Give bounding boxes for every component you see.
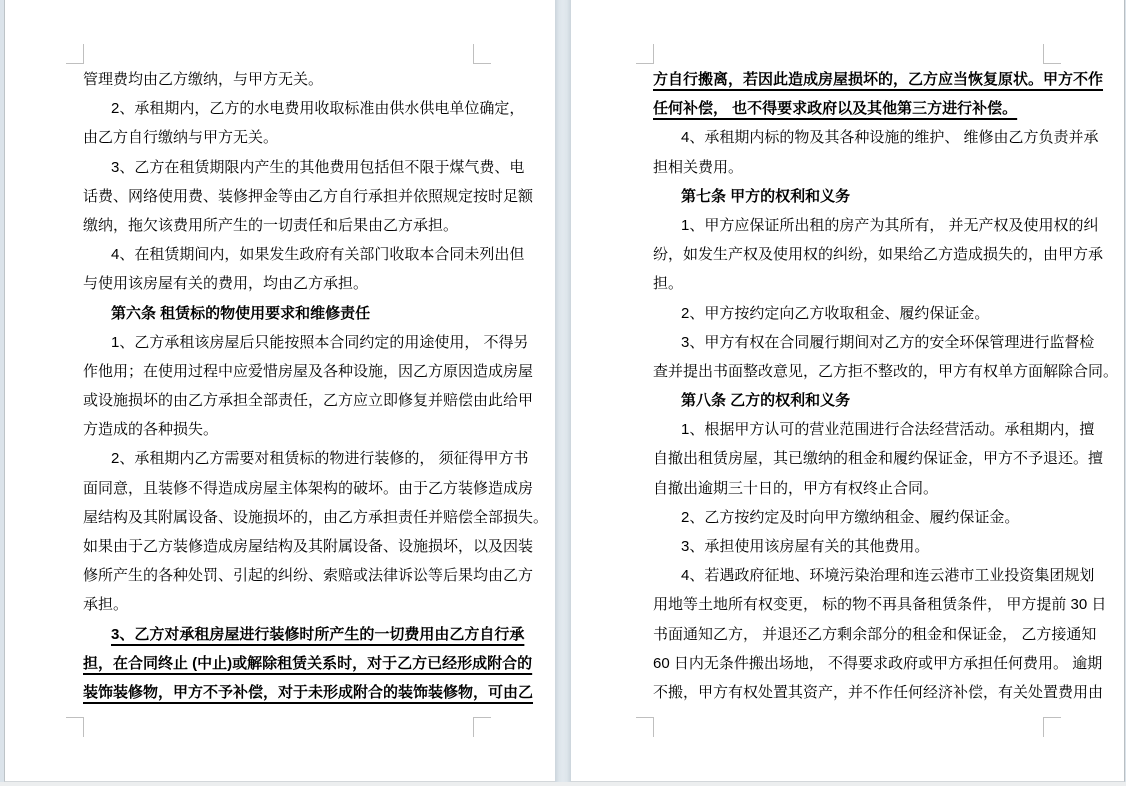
text-line[interactable]: 第七条 甲方的权利和义务 (681, 187, 851, 205)
margin-mark-top-left (636, 44, 654, 64)
page-right-text-area[interactable] (653, 65, 1119, 707)
text-line[interactable]: 第八条 乙方的权利和义务 (681, 392, 851, 410)
text-line[interactable]: 承担。 (83, 596, 129, 614)
text-line[interactable]: 4、承租期内标的物及其各种设施的维护、 维修由乙方负责并承 (681, 129, 1099, 147)
text-line[interactable]: 4、在租赁期间内，如果发生政府有关部门收取本合同未列出但 (111, 246, 525, 264)
page-gap (555, 0, 571, 786)
text-line[interactable]: 与使用该房屋有关的费用，均由乙方承担。 (83, 275, 369, 293)
text-line[interactable]: 方造成的各种损失。 (83, 421, 219, 439)
canvas-bottom-strip (0, 782, 1126, 786)
text-line[interactable]: 缴纳，拖欠该费用所产生的一切责任和后果由乙方承担。 (83, 216, 459, 234)
text-line[interactable]: 2、承租期内，乙方的水电费用收取标准由供水供电单位确定， (111, 100, 525, 118)
text-line[interactable]: 查并提出书面整改意见，乙方拒不整改的，甲方有权单方面解除合同。 (653, 362, 1119, 380)
text-line[interactable]: 3、乙方在租赁期限内产生的其他费用包括但不限于煤气费、电 (111, 158, 525, 176)
page-right (571, 0, 1125, 782)
margin-mark-bottom-left (636, 717, 654, 737)
text-line[interactable]: 3、承担使用该房屋有关的其他费用。 (681, 538, 930, 555)
text-line[interactable]: 3、甲方有权在合同履行期间对乙方的安全环保管理进行监督检 (681, 333, 1095, 351)
text-line[interactable]: 不搬，甲方有权处置其资产，并不作任何经济补偿，有关处置费用由 (653, 683, 1104, 701)
text-line[interactable]: 3、乙方对承租房屋进行装修时所产生的一切费用由乙方自行承 (111, 625, 525, 643)
text-line[interactable]: 1、根据甲方认可的营业范围进行合法经营活动。承租期内，擅 (681, 421, 1095, 439)
text-line[interactable]: 书面通知乙方， 并退还乙方剩余部分的租金和保证金， 乙方接通知 (653, 625, 1097, 643)
text-line[interactable]: 担相关费用。 (653, 158, 744, 176)
margin-mark-bottom-right (473, 717, 491, 737)
margin-mark-bottom-left (66, 717, 84, 737)
text-line[interactable]: 面同意，且装修不得造成房屋主体架构的破坏。由于乙方装修造成房 (83, 479, 534, 497)
text-line[interactable]: 2、承租期内乙方需要对租赁标的物进行装修的， 须征得甲方书 (111, 450, 529, 468)
text-line[interactable]: 4、若遇政府征地、环境污染治理和连云港市工业投资集团规划 (681, 567, 1095, 585)
text-line[interactable]: 自撤出租赁房屋，其已缴纳的租金和履约保证金，甲方不予退还。擅 (653, 450, 1104, 468)
text-line[interactable]: 纷，如发生产权及使用权的纠纷，如果给乙方造成损失的，由甲方承 (653, 246, 1104, 264)
text-line[interactable]: 如果由于乙方装修造成房屋结构及其附属设备、设施损坏，以及因装 (83, 538, 534, 555)
text-line[interactable]: 1、乙方承租该房屋后只能按照本合同约定的用途使用， 不得另 (111, 333, 529, 351)
text-line[interactable]: 担，在合同终止 (中止)或解除租赁关系时，对于乙方已经形成附合的 (83, 654, 533, 672)
text-line[interactable]: 担。 (653, 275, 684, 293)
text-line[interactable]: 2、乙方按约定及时向甲方缴纳租金、履约保证金。 (681, 508, 1020, 526)
text-line[interactable]: 由乙方自行缴纳与甲方无关。 (83, 129, 279, 147)
text-line[interactable]: 或设施损坏的由乙方承担全部责任，乙方应立即修复并赔偿由此给甲 (83, 392, 534, 410)
margin-mark-top-right (473, 44, 491, 64)
text-line[interactable]: 自撤出逾期三十日的，甲方有权终止合同。 (653, 479, 939, 497)
text-line[interactable]: 屋结构及其附属设备、设施损坏的，由乙方承担责任并赔偿全部损失。 (83, 508, 549, 526)
text-line[interactable]: 2、甲方按约定向乙方收取租金、履约保证金。 (681, 304, 990, 322)
text-line[interactable]: 第六条 租赁标的物使用要求和维修责任 (111, 304, 371, 322)
text-line[interactable]: 60 日内无条件搬出场地， 不得要求政府或甲方承担任何费用。 逾期 (653, 654, 1103, 672)
text-line[interactable]: 修所产生的各种处罚、引起的纠纷、索赔或法律诉讼等后果均由乙方 (83, 567, 534, 585)
margin-mark-top-right (1043, 44, 1061, 64)
text-line[interactable]: 方自行搬离，若因此造成房屋损坏的，乙方应当恢复原状。甲方不作 (653, 71, 1104, 88)
text-line[interactable]: 作他用；在使用过程中应爱惜房屋及各种设施，因乙方原因造成房屋 (83, 362, 534, 380)
text-line[interactable]: 1、甲方应保证所出租的房产为其所有， 并无产权及使用权的纠 (681, 216, 1099, 234)
margin-mark-bottom-right (1043, 717, 1061, 737)
page-left (4, 0, 555, 782)
text-line[interactable]: 管理费均由乙方缴纳，与甲方无关。 (83, 71, 324, 88)
text-line[interactable]: 装饰装修物，甲方不予补偿，对于未形成附合的装饰装修物，可由乙 (83, 683, 534, 701)
text-line[interactable]: 任何补偿， 也不得要求政府以及其他第三方进行补偿。 (653, 100, 1018, 118)
text-line[interactable]: 用地等土地所有权变更， 标的物不再具备租赁条件， 甲方提前 30 日 (653, 596, 1107, 614)
margin-mark-top-left (66, 44, 84, 64)
page-left-text-area[interactable] (83, 65, 549, 707)
text-line[interactable]: 话费、网络使用费、装修押金等由乙方自行承担并依照规定按时足额 (83, 187, 534, 205)
